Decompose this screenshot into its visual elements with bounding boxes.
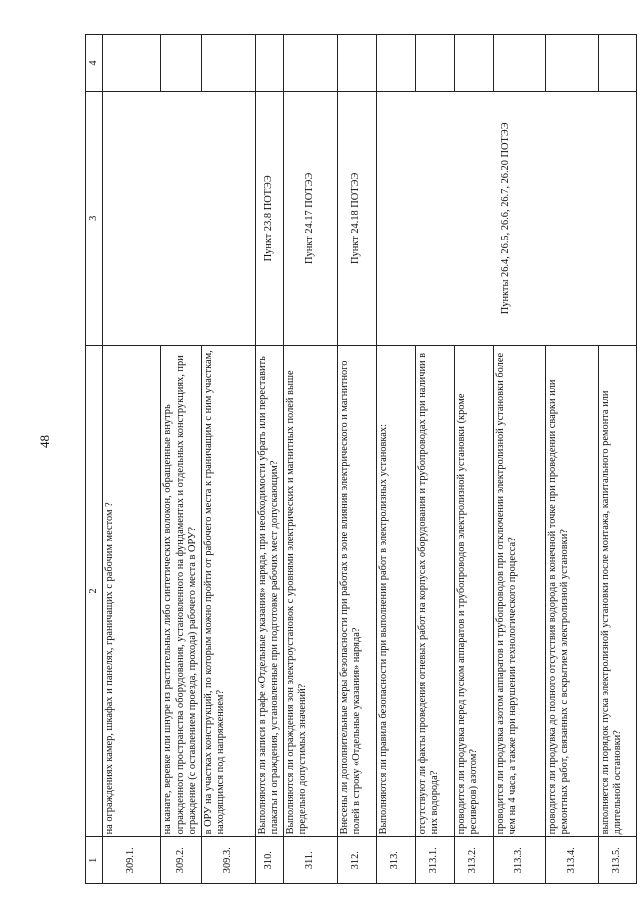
header-col-3: 3 [86,91,103,345]
header-col-1: 1 [86,837,103,884]
table-row [376,35,415,884]
row-col4 [545,35,598,92]
row-number: 313.4. [545,837,598,884]
row-reference [103,91,256,345]
row-col4 [415,35,454,92]
row-col4 [376,35,415,92]
row-number: 309.1. [103,837,161,884]
row-number: 311. [283,837,337,884]
row-text: Выполняются ли записи в графе «Отдельные указания» наряда, при необходимости убрать или переставить плакаты и ограждения, установленные при подготовке рабочих мест допускающим? [255,345,283,837]
row-text: на канате, веревке или шнуре из растительных либо синтетических волокон, обращенные внутрь огражденного пространства оборудования, установленного на фундаментах и отдельных конструкциях, при ограждение (с оставлением проезда, прохода) рабочего места в ОРУ? [161,345,201,837]
row-reference: Пункт 23.8 ПОТЭЭ [255,91,283,345]
row-number: 313.2. [454,837,493,884]
row-number: 313.1. [415,837,454,884]
row-text: Внесены ли дополнительные меры безопасности при работах в зоне влияния электрического и магнитного полей в строку «Отдельные указания» наряда? [337,345,376,837]
row-reference: Пункт 24.18 ПОТЭЭ [337,91,376,345]
row-text: в ОРУ на участках конструкций, по которым можно пройти от рабочего места к граничащим с ним участкам, находящимся под напряжением? [201,345,255,837]
row-col4 [598,35,636,92]
row-text: Выполняются ли ограждения зон электроустановок с уровнями электрических и магнитных полей выше предельно допустимых значений? [283,345,337,837]
header-col-4: 4 [86,35,103,92]
row-number: 309.2. [161,837,201,884]
row-number: 313. [376,837,415,884]
row-text: отсутствуют ли факты проведения огневых работ на корпусах оборудования и трубопроводах при наличии в них водорода? [415,345,454,837]
row-text: проводится ли продувка перед пуском аппаратов и трубопроводов электролизной установки (кроме ресиверов) азотом? [454,345,493,837]
row-col4 [493,35,545,92]
header-col-2: 2 [86,345,103,837]
row-text: проводится ли продувка до полного отсутствия водорода в конечной точке при проведении сварки или ремонтных работ, связанных с вскрытием электролизной установки? [545,345,598,837]
checklist-table [85,34,637,884]
row-col4 [454,35,493,92]
table-row [255,35,283,884]
row-col4 [161,35,201,92]
row-col4 [201,35,255,92]
row-reference: Пункты 26.4, 26.5, 26.6, 26.7, 26.20 ПОТЭЭ [376,91,636,345]
table-row [283,35,337,884]
row-text: на ограждениях камер, шкафах и панелях, граничащих с рабочим местом ? [103,345,161,837]
row-col4 [103,35,161,92]
rotated-table-container [85,34,637,884]
page-number: 48 [37,435,52,448]
row-text: выполняется ли порядок пуска электролизной установки после монтажа, капитального ремонта или длительной остановки? [598,345,636,837]
row-number: 313.3. [493,837,545,884]
row-text: проводится ли продувка азотом аппаратов и трубопроводов при отключении электролизной установки более чем на 4 часа, а также при нарушении технологического процесса? [493,345,545,837]
row-col4 [255,35,283,92]
row-col4 [337,35,376,92]
row-reference: Пункт 24.17 ПОТЭЭ [283,91,337,345]
row-number: 312. [337,837,376,884]
row-col4 [283,35,337,92]
row-text: Выполняются ли правила безопасности при выполнении работ в электролизных установках: [376,345,415,837]
row-number: 310. [255,837,283,884]
row-number: 313.5. [598,837,636,884]
table-row [103,35,161,884]
table-row [337,35,376,884]
header-row [86,35,103,884]
row-number: 309.3. [201,837,255,884]
